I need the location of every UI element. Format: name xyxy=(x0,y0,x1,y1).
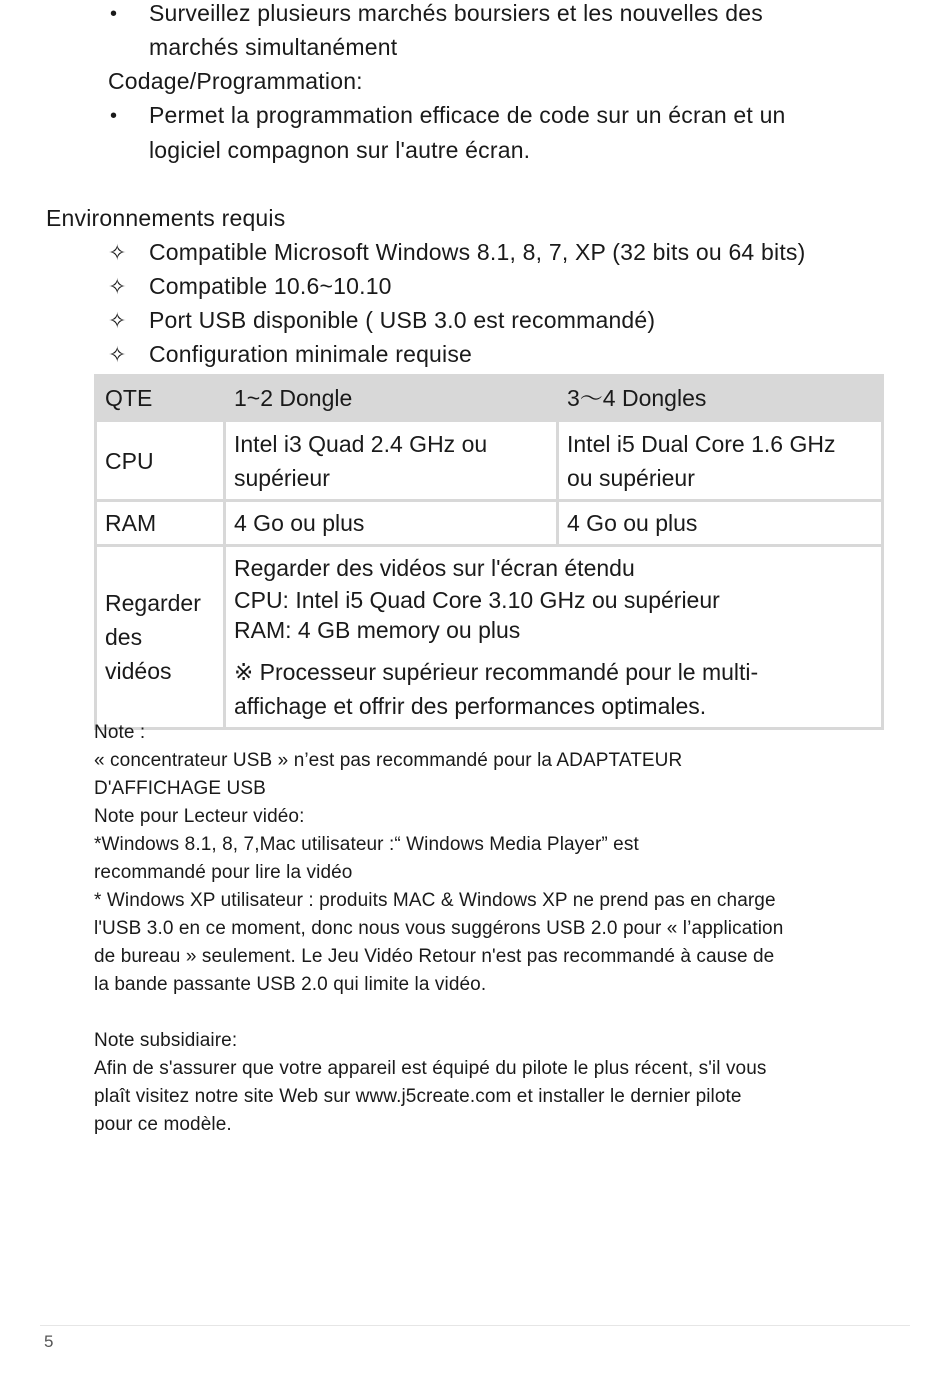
note-text: l'USB 3.0 en ce moment, donc nous vous suggérons USB 2.0 pour « l’application xyxy=(94,918,784,939)
bullet-text-continued: logiciel compagnon sur l'autre écran. xyxy=(149,137,531,163)
cell-text: des xyxy=(105,624,143,650)
table-row-ram xyxy=(96,501,883,546)
requirement-item: Port USB disponible ( USB 3.0 est recommandé) xyxy=(149,307,656,333)
note-text: la bande passante USB 2.0 qui limite la vidéo. xyxy=(94,974,487,995)
page-number: 5 xyxy=(44,1332,54,1351)
cell-text: vidéos xyxy=(105,658,172,684)
footer-divider xyxy=(40,1325,910,1326)
note-text: D'AFFICHAGE USB xyxy=(94,778,266,799)
header-cell-3-4-dongles: 3～4 Dongles xyxy=(558,376,883,421)
bullet-icon: • xyxy=(110,3,118,25)
note-text: de bureau » seulement. Le Jeu Vidéo Retour n'est pas recommandé à cause de xyxy=(94,946,775,967)
note-heading: Note subsidiaire: xyxy=(94,1030,238,1051)
row-label-video xyxy=(96,546,225,729)
table-header-row xyxy=(96,376,883,421)
cell-text: Regarder xyxy=(105,590,201,616)
note-text: * Windows XP utilisateur : produits MAC & Windows XP ne prend pas en charge xyxy=(94,890,776,911)
cell-text: Intel i3 Quad 2.4 GHz ou xyxy=(234,430,488,457)
bullet-text: Surveillez plusieurs marchés boursiers et les nouvelles des xyxy=(149,0,763,26)
cell-text: Regarder des vidéos sur l'écran étendu xyxy=(234,555,635,581)
section-heading: Environnements requis xyxy=(46,205,286,231)
star-bullet-icon: ✧ xyxy=(108,308,127,333)
table-row-video xyxy=(96,546,883,729)
requirement-item: Compatible Microsoft Windows 8.1, 8, 7, XP (32 bits ou 64 bits) xyxy=(149,239,806,265)
header-cell-1-2-dongle: 1~2 Dongle xyxy=(225,376,558,421)
requirements-table xyxy=(94,374,884,730)
table-row-cpu xyxy=(96,421,883,501)
note-text: recommandé pour lire la vidéo xyxy=(94,862,353,883)
row-label-cpu: CPU xyxy=(96,421,225,501)
cell-text: ※ Processeur supérieur recommandé pour le multi- xyxy=(234,659,759,685)
star-bullet-icon: ✧ xyxy=(108,342,127,367)
note-text: *Windows 8.1, 8, 7,Mac utilisateur :“ Windows Media Player” est xyxy=(94,834,639,855)
cpu-cell-1-2-dongle xyxy=(225,421,558,501)
note-heading: Note pour Lecteur vidéo: xyxy=(94,806,305,827)
requirement-item: Compatible 10.6~10.10 xyxy=(149,273,392,299)
note-heading: Note : xyxy=(94,722,146,743)
row-label-ram: RAM xyxy=(96,501,225,546)
star-bullet-icon: ✧ xyxy=(108,240,127,265)
note-text: pour ce modèle. xyxy=(94,1114,232,1135)
cell-text: Intel i5 Dual Core 1.6 GHz xyxy=(567,430,836,457)
cell-text: ou supérieur xyxy=(567,464,695,491)
ram-cell-3-4-dongles: 4 Go ou plus xyxy=(558,501,883,546)
bullet-text-continued: marchés simultanément xyxy=(149,34,398,60)
star-bullet-icon: ✧ xyxy=(108,274,127,299)
cell-text: supérieur xyxy=(234,464,330,491)
requirement-item: Configuration minimale requise xyxy=(149,341,473,367)
cell-text: CPU: Intel i5 Quad Core 3.10 GHz ou supérieur xyxy=(234,587,720,613)
note-text: plaît visitez notre site Web sur www.j5create.com et installer le dernier pilote xyxy=(94,1086,742,1107)
ram-cell-1-2-dongle: 4 Go ou plus xyxy=(225,501,558,546)
header-cell-qte: QTE xyxy=(96,376,225,421)
cell-text: affichage et offrir des performances optimales. xyxy=(234,693,707,719)
cell-text: RAM: 4 GB memory ou plus xyxy=(234,617,521,643)
bullet-icon: • xyxy=(110,105,118,127)
note-text: « concentrateur USB » n’est pas recommandé pour la ADAPTATEUR xyxy=(94,750,683,771)
cpu-cell-3-4-dongles xyxy=(558,421,883,501)
bullet-text: Permet la programmation efficace de code sur un écran et un xyxy=(149,102,786,128)
section-subheading: Codage/Programmation: xyxy=(108,68,363,94)
note-text: Afin de s'assurer que votre appareil est équipé du pilote le plus récent, s'il vous xyxy=(94,1058,767,1079)
video-requirements-cell xyxy=(225,546,883,729)
